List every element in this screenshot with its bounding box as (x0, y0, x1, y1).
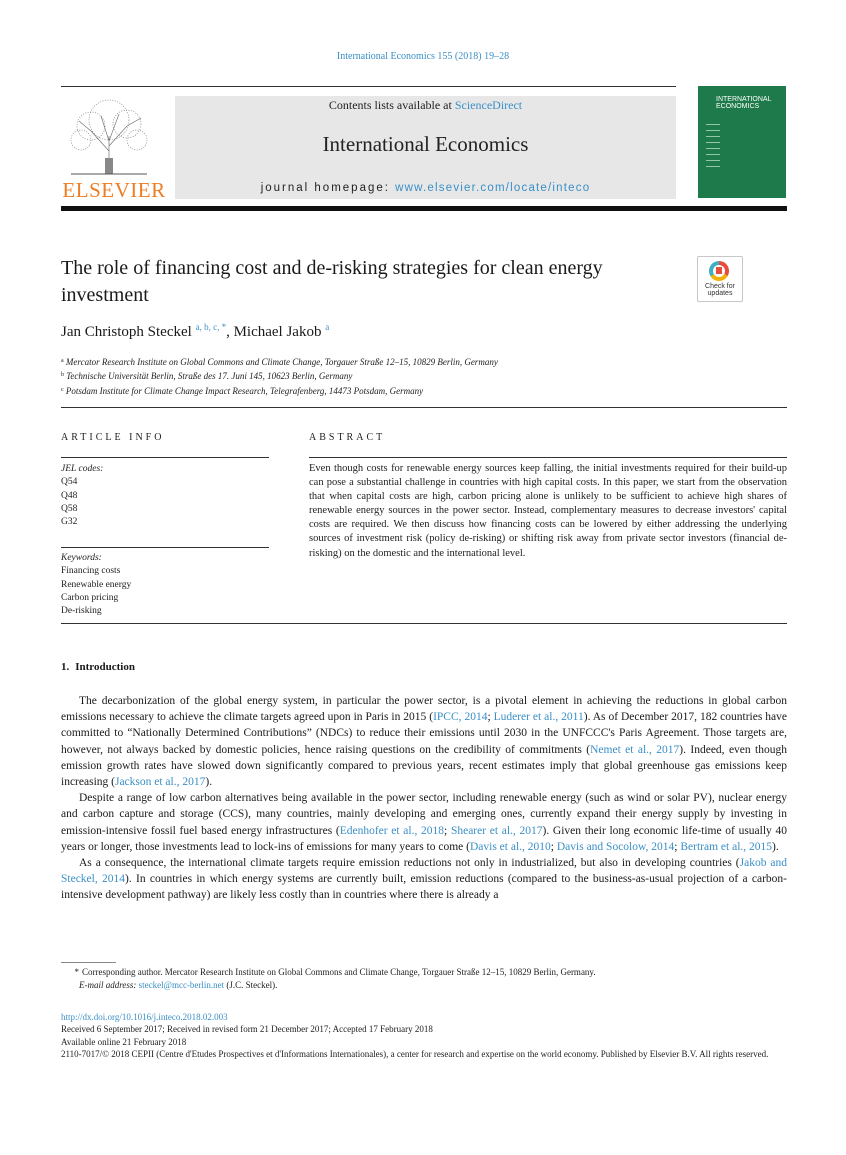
journal-cover-thumbnail[interactable] (698, 86, 786, 198)
citation-link[interactable]: Bertram et al., 2015 (680, 840, 773, 853)
article-info-rule (61, 547, 269, 548)
cover-line (706, 142, 720, 143)
citation-link[interactable]: Davis and Socolow, 2014 (556, 840, 675, 853)
cover-line (706, 160, 720, 161)
corresponding-author-footnote (61, 966, 596, 992)
received-dates: Received 6 September 2017; Received in revised form 21 December 2017; Accepted 17 February 2018 (61, 1024, 433, 1035)
copyright-notice: 2110-7017/© 2018 CEPII (Centre d'Etudes Prospectives et d'Informations Internationales), a center for research and expertise on the world economy. Published by Elsevier B.V. All rights reserved. (61, 1048, 769, 1059)
jel-codes (61, 463, 103, 529)
jel-code: G32 (61, 517, 78, 528)
cover-title-line2: ECONOMICS (716, 103, 760, 110)
sciencedirect-link[interactable]: ScienceDirect (454, 98, 523, 112)
cover-line (706, 154, 720, 155)
citation-link[interactable]: Luderer et al., 2011 (493, 711, 584, 724)
keyword: De-risking (61, 606, 102, 617)
cover-line (706, 148, 720, 149)
affiliation-item: $^a$ Mercator Research Institute on Global Commons and Climate Change, Torgauer Straße 12–15, 10829 Berlin, Germany (61, 357, 498, 367)
journal-homepage-line (175, 182, 676, 194)
citation-link[interactable]: Jackson et al., 2017 (114, 776, 206, 789)
abstract-rule (309, 457, 787, 458)
section-rule (61, 407, 787, 408)
citation-link[interactable]: IPCC, 2014 (433, 711, 488, 724)
check-updates-label: Check for updates (705, 283, 735, 297)
check-updates-icon (709, 261, 729, 281)
paragraph: The decarbonization of the global energy system, in particular the power sector, is a pivotal element in achieving the reductions in global carbon emissions necessary to achieve the climate targets agreed upon in Paris in 2015 (IPCC, 2014; Luderer et al., 2011). As of December 2017, 182 countries have committed to “Nationally Determined Contributions” (NDCs) to reduce their emissions until 2030 in the UNFCCC's Paris Agreement. Those targets are, however, not always backed by domestic policies, hence raising questions on the credibility of commitments (Nemet et al., 2017). Indeed, even though emission growth rates have slowed down significantly compared to previous years, recent estimates imply that global greenhouse gas emissions keep increasing (Jackson et al., 2017). (61, 695, 787, 789)
elsevier-logo[interactable] (61, 96, 167, 200)
check-for-updates-badge[interactable] (697, 256, 743, 302)
section-rule (61, 623, 787, 624)
cover-line (706, 130, 720, 131)
abstract-heading: ABSTRACT (309, 432, 386, 443)
author-name[interactable]: Jan Christoph Steckel (61, 324, 192, 340)
keyword: Financing costs (61, 566, 121, 577)
author-list (61, 322, 329, 341)
footnote-rule (61, 962, 116, 963)
author-name[interactable]: Michael Jakob (233, 324, 322, 340)
journal-banner (175, 96, 676, 199)
doi-link[interactable]: http://dx.doi.org/10.1016/j.inteco.2018.02.003 (61, 1012, 228, 1022)
paragraph: Despite a range of low carbon alternatives being available in the power sector, including renewable energy (such as wind or solar PV), nuclear energy and carbon capture and storage (CCS), many countries, mainly developing and emerging ones, currently expand their energy supply by investing in emission-intensive fossil fuel based energy infrastructures (Edenhofer et al., 2018; Shearer et al., 2017). Given their long economic life-time of usually 40 years or longer, those investments lead to lock-ins of emissions for many years to come (Davis et al., 2010; Davis and Socolow, 2014; Bertram et al., 2015). (61, 792, 787, 853)
publication-info (61, 1011, 787, 1060)
keywords (61, 552, 131, 618)
author-email-link[interactable]: steckel@mcc-berlin.net (138, 980, 225, 990)
header-rule (61, 86, 676, 87)
contents-line (175, 98, 676, 113)
jel-code: Q48 (61, 490, 78, 501)
homepage-prefix: journal homepage: (260, 182, 396, 194)
author-separator: , (226, 324, 234, 340)
cover-line (706, 166, 720, 167)
journal-title: International Economics (322, 132, 529, 156)
article-title: The role of financing cost and de-risking strategies for clean energy investment (61, 257, 603, 306)
keyword: Carbon pricing (61, 592, 119, 603)
cover-line (706, 136, 720, 137)
available-online-date: Available online 21 February 2018 (61, 1036, 187, 1047)
citation-link[interactable]: Jakob and Steckel, 2014 (61, 857, 787, 886)
jel-code: Q58 (61, 503, 78, 514)
author-affiliation-markers[interactable]: a, b, c, * (195, 322, 227, 332)
affiliation-item: $^c$ Potsdam Institute for Climate Change Impact Research, Telegrafenberg, 14473 Potsdam, Germany (61, 385, 424, 396)
abstract-text: Even though costs for renewable energy sources keep falling, the initial investments required for their build-up can pose a substantial challenge in countries with high capital costs. In this paper, we start from the observation that when capital costs are high, carbon pricing alone is unlikely to be sufficient to achieve high shares of renewable energy sources in the power sector. Instead, complementary measures to decrease investors' capital costs are required. We then discuss how financing costs can be lowered by either addressing the underlying sources of investment risk (policy de-risking) or shifting risk away from private sector investors (financial de-risking) on the domestic and the international level. (309, 463, 787, 559)
jel-label: JEL codes: (61, 464, 104, 474)
citation-link[interactable]: Edenhofer et al., 2018 (339, 824, 445, 837)
jel-code: Q54 (61, 477, 78, 488)
cover-title (716, 96, 772, 110)
journal-homepage-link[interactable]: www.elsevier.com/locate/inteco (395, 182, 591, 194)
cover-title-line1: INTERNATIONAL (716, 96, 772, 103)
paragraph: As a consequence, the international climate targets require emission reductions not only in industrialized, but also in developing countries (Jakob and Steckel, 2014). In countries in which energy systems are currently built, emission reductions (compared to the business-as-usual projection of a carbon-intensive development pathway) are likely less costly than in countries where there is already a (61, 857, 787, 902)
header-thick-rule (61, 206, 787, 211)
affiliations (61, 355, 498, 398)
elsevier-tree-icon (61, 96, 157, 176)
article-info-rule (61, 457, 269, 458)
email-suffix: (J.C. Steckel). (224, 980, 278, 990)
section-heading-introduction: 1. Introduction (61, 661, 135, 673)
journal-reference-link[interactable]: International Economics 155 (2018) 19–28 (336, 51, 510, 62)
footnote-marker: * (74, 967, 79, 977)
citation-link[interactable]: Shearer et al., 2017 (450, 824, 543, 837)
keywords-label: Keywords: (61, 553, 102, 563)
citation-link[interactable]: Nemet et al., 2017 (590, 743, 680, 756)
footnote-text: Corresponding author. Mercator Research Institute on Global Commons and Climate Change, Torgauer Straße 12–15, 10829 Berlin, Germany. (82, 967, 596, 977)
introduction-body (61, 693, 787, 904)
keyword: Renewable energy (61, 579, 132, 590)
email-label: E-mail address: (79, 980, 139, 990)
article-info-heading: ARTICLE INFO (61, 432, 165, 443)
affiliation-item: $^b$ Technische Universität Berlin, Straße des 17. Juni 145, 10623 Berlin, Germany (61, 371, 353, 382)
elsevier-wordmark: ELSEVIER (62, 178, 166, 202)
citation-link[interactable]: Davis et al., 2010 (469, 840, 551, 853)
contents-prefix: Contents lists available at (328, 98, 455, 112)
author-affiliation-markers[interactable]: a (325, 322, 330, 332)
cover-line (706, 124, 720, 125)
